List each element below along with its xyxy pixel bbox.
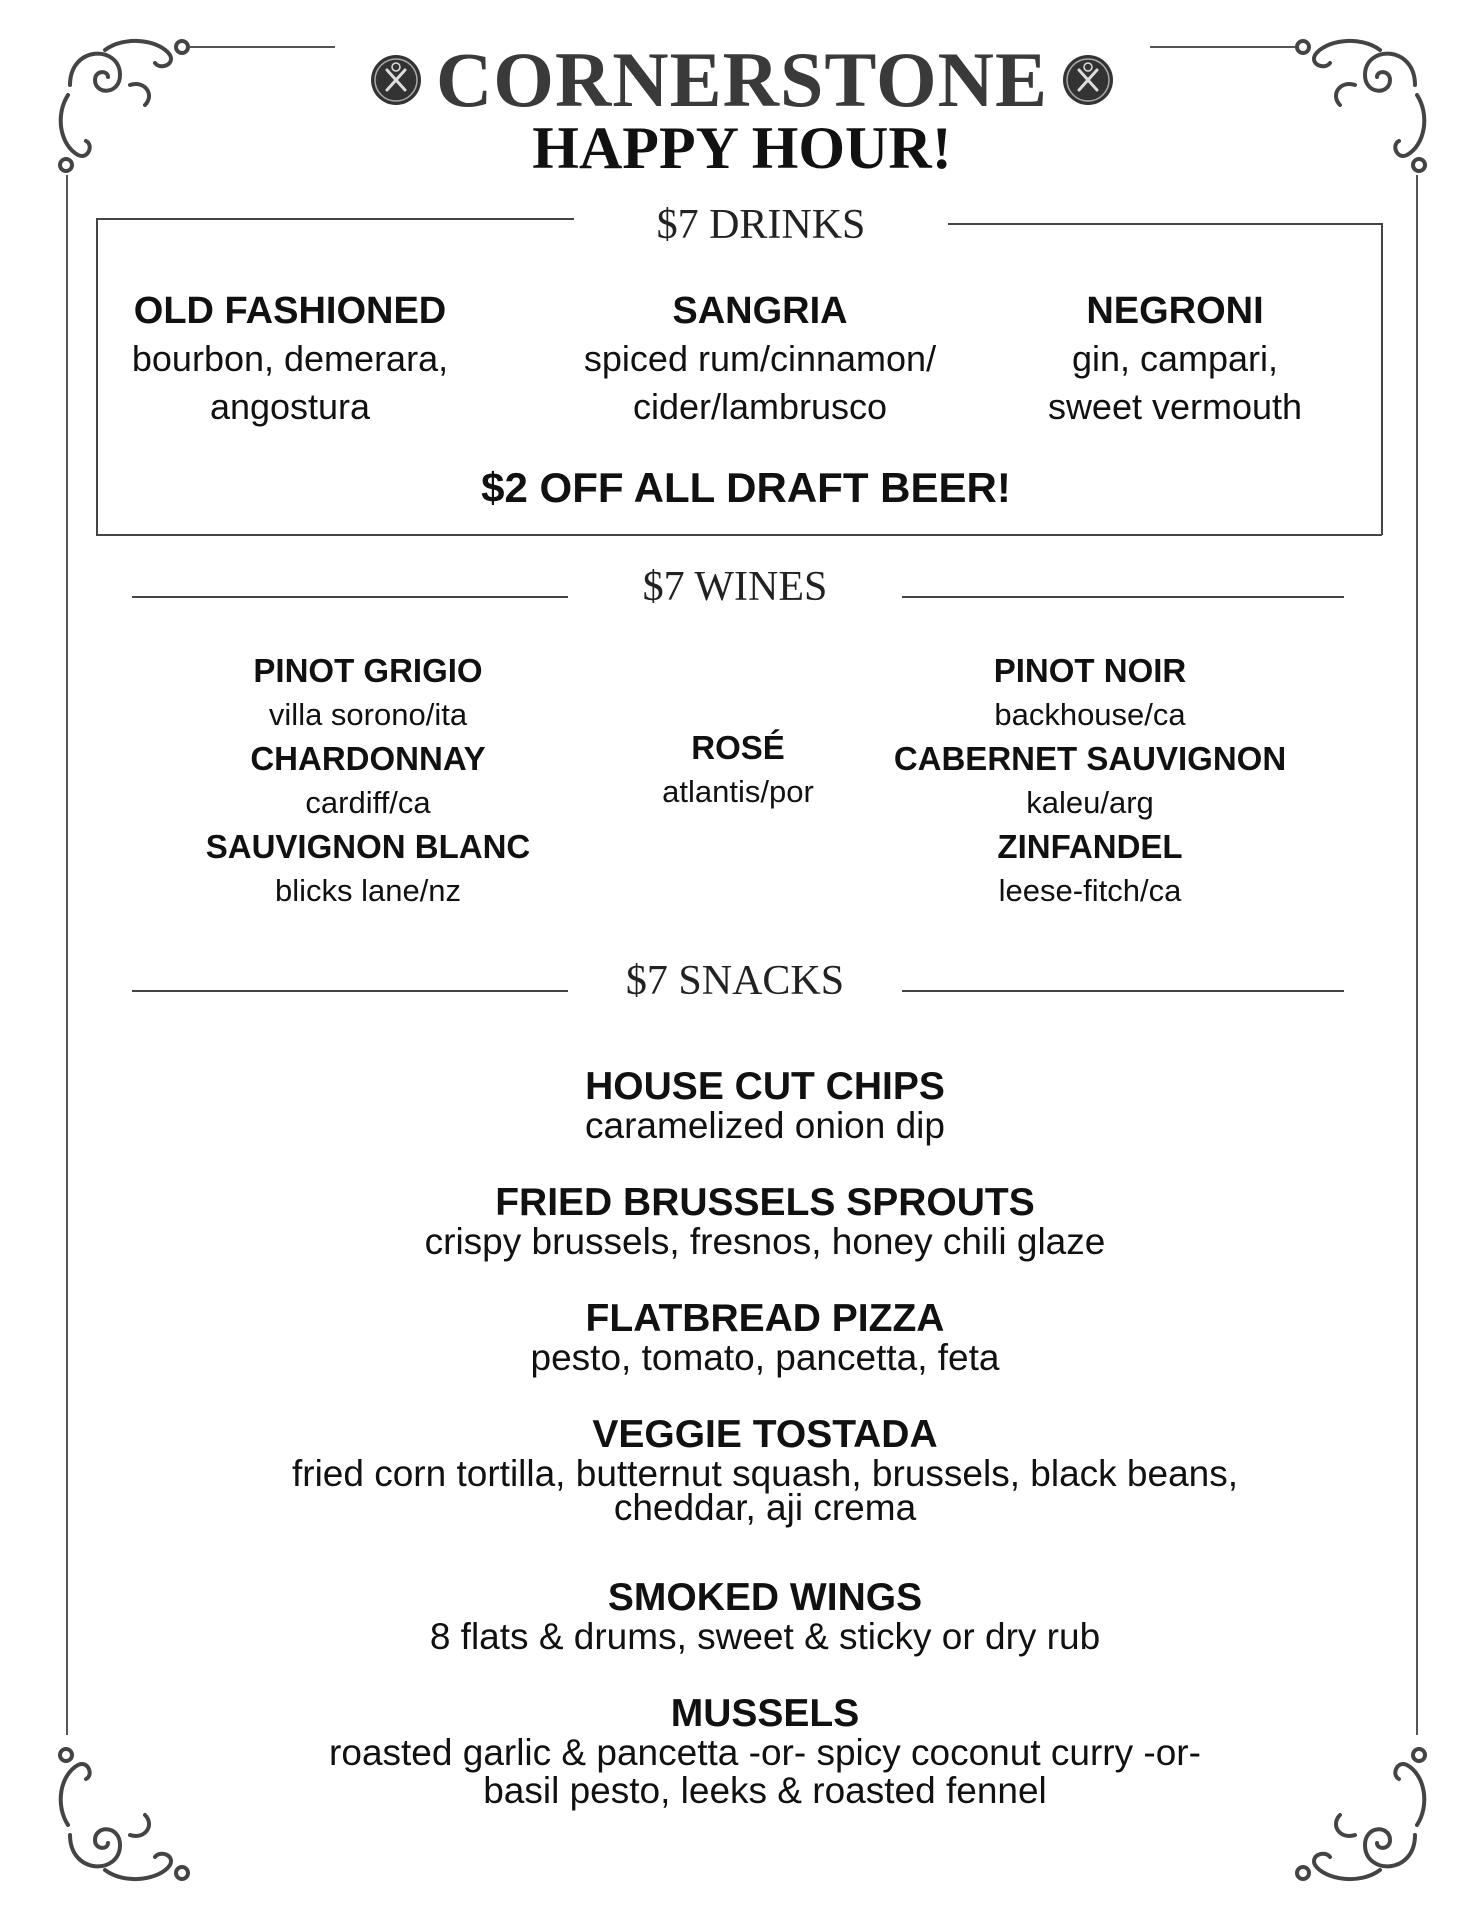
drink-description: sweet vermouth: [1047, 386, 1303, 427]
cutlery-badge-icon: [1062, 54, 1114, 106]
snack-item: [100, 1299, 1430, 1376]
snack-name: VEGGIE TOSTADA: [592, 1413, 938, 1456]
wine-origin: backhouse/ca: [994, 697, 1186, 732]
snack-description: cheddar, aji crema: [613, 1487, 917, 1528]
wine-name: PINOT GRIGIO: [253, 652, 483, 689]
snack-description: pesto, tomato, pancetta, feta: [530, 1337, 1000, 1378]
drinks-box-top-left: [96, 218, 574, 220]
draft-beer-deal: $2 OFF ALL DRAFT BEER!: [481, 464, 1011, 511]
wine-name: ZINFANDEL: [997, 828, 1183, 865]
drink-description: spiced rum/cinnamon/: [583, 338, 937, 379]
drinks-box-top-right: [948, 223, 1382, 225]
snack-name: HOUSE CUT CHIPS: [585, 1065, 945, 1108]
wine-column-whites: [168, 649, 568, 913]
wines-rule-right: [902, 596, 1344, 598]
snacks-rule-right: [902, 990, 1344, 992]
snack-description: basil pesto, leeks & roasted fennel: [483, 1770, 1047, 1811]
snack-item: [100, 1413, 1430, 1528]
drink-description: bourbon, demerara,: [131, 338, 449, 379]
drink-name: OLD FASHIONED: [133, 290, 447, 332]
snack-description: caramelized onion dip: [585, 1105, 945, 1146]
wines-section-title: $7 WINES: [642, 564, 828, 610]
wines-rule-left: [132, 596, 568, 598]
snack-description: 8 flats & drums, sweet & sticky or dry rub: [429, 1616, 1101, 1657]
snack-name: FRIED BRUSSELS SPROUTS: [495, 1181, 1035, 1224]
drink-description: angostura: [209, 386, 371, 427]
snacks-section-title: $7 SNACKS: [625, 958, 845, 1004]
snack-description: crispy brussels, fresnos, honey chili glaze: [424, 1221, 1106, 1262]
snacks-rule-left: [132, 990, 568, 992]
snack-item: [100, 1183, 1430, 1260]
snack-description: fried corn tortilla, butternut squash, brussels, black beans,: [291, 1453, 1239, 1494]
wine-origin: cardiff/ca: [305, 785, 431, 820]
wine-origin: blicks lane/nz: [274, 873, 462, 908]
brand-header: [0, 36, 1484, 123]
brand-name: CORNERSTONE: [435, 36, 1049, 123]
wine-origin: leese-fitch/ca: [998, 873, 1182, 908]
snack-item: [100, 1694, 1430, 1811]
wine-name: ROSÉ: [691, 729, 785, 766]
wine-origin: atlantis/por: [662, 774, 814, 809]
drinks-section-title: $7 DRINKS: [656, 202, 866, 248]
frame-left-line: [66, 175, 68, 1735]
drink-item: [550, 287, 970, 431]
snack-item: [100, 1578, 1430, 1655]
drink-item: [1010, 287, 1340, 431]
wine-name: PINOT NOIR: [993, 652, 1187, 689]
wine-column-rose: [618, 726, 858, 814]
wine-name: CHARDONNAY: [250, 740, 486, 777]
drink-name: NEGRONI: [1086, 290, 1264, 332]
wine-name: SAUVIGNON BLANC: [205, 828, 531, 865]
cutlery-badge-icon: [370, 54, 422, 106]
page-title: HAPPY HOUR!: [532, 115, 952, 181]
snack-name: FLATBREAD PIZZA: [585, 1297, 945, 1340]
snack-item: [100, 1067, 1430, 1144]
drink-description: gin, campari,: [1071, 338, 1279, 379]
snack-description: roasted garlic & pancetta -or- spicy coconut curry -or-: [329, 1732, 1201, 1773]
drink-item: [100, 287, 480, 431]
snack-name: MUSSELS: [670, 1692, 860, 1735]
wine-name: CABERNET SAUVIGNON: [893, 740, 1287, 777]
wine-column-reds: [870, 649, 1310, 913]
snack-name: SMOKED WINGS: [607, 1576, 923, 1619]
wine-origin: villa sorono/ita: [268, 697, 468, 732]
drink-name: SANGRIA: [672, 290, 848, 332]
drinks-box-bottom: [96, 534, 1382, 536]
wine-origin: kaleu/arg: [1026, 785, 1154, 820]
drink-description: cider/lambrusco: [632, 386, 888, 427]
